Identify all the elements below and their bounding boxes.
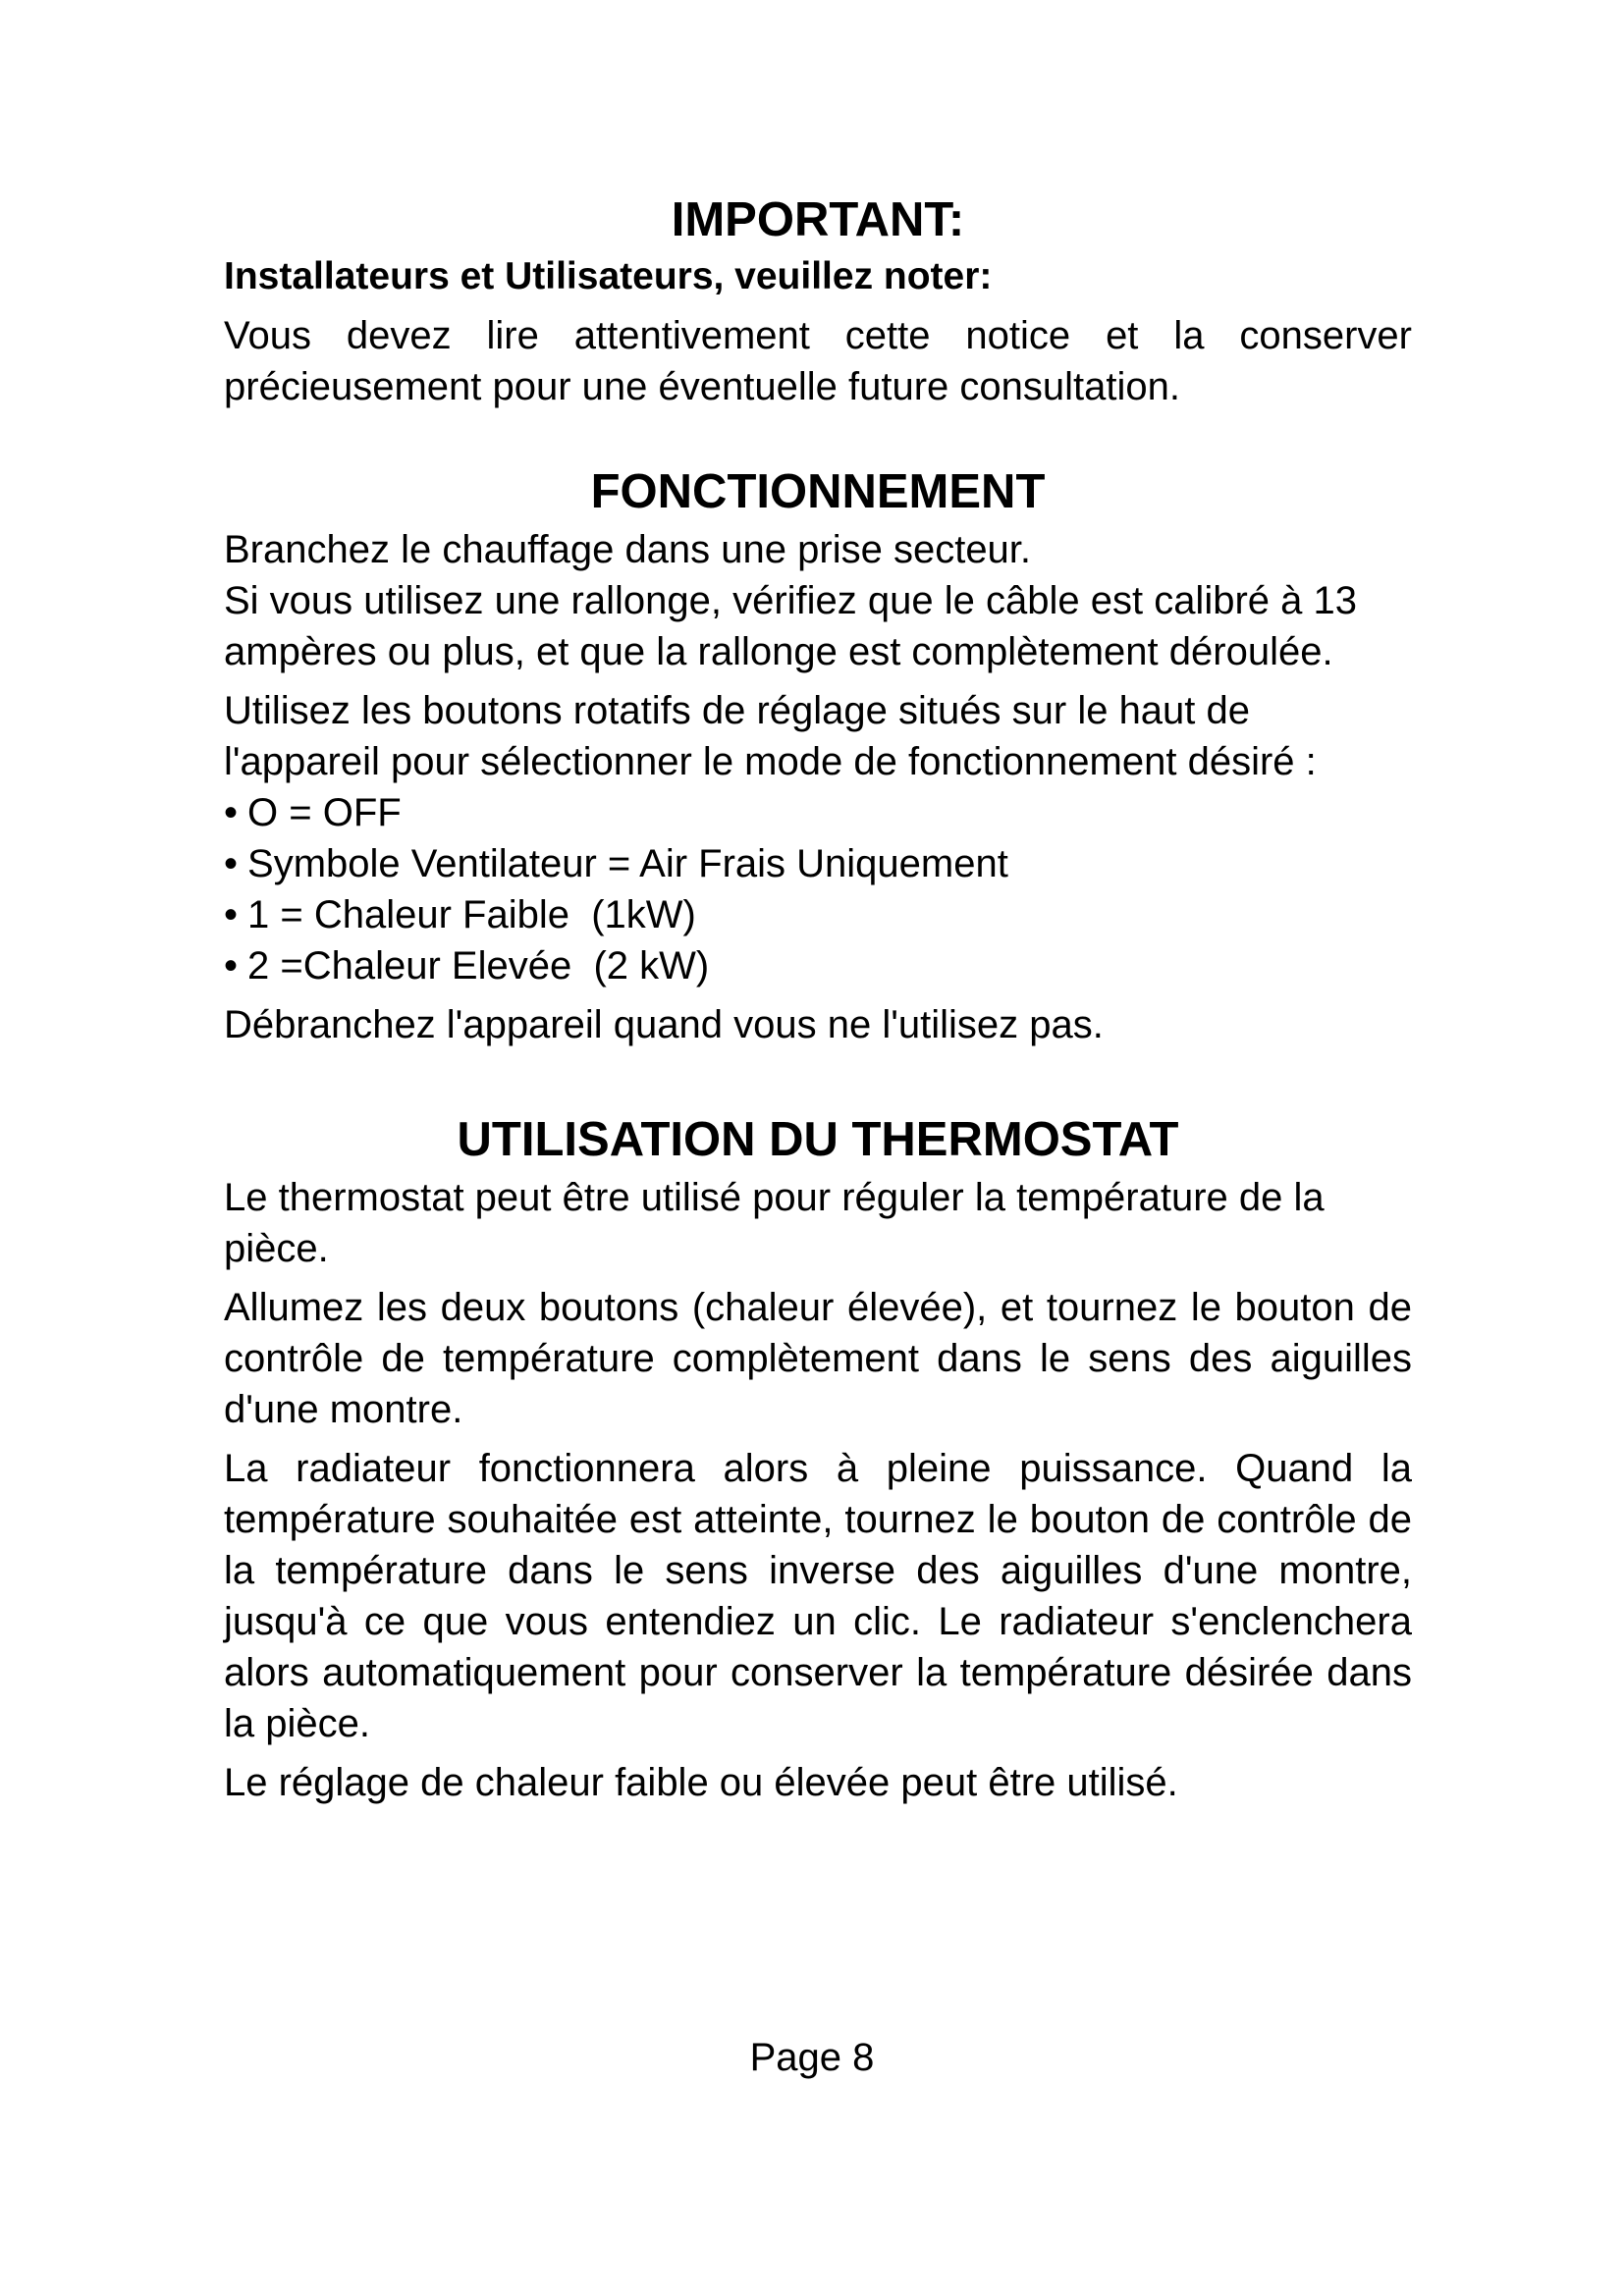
important-title: IMPORTANT: bbox=[671, 193, 965, 246]
mode-list bbox=[224, 787, 1412, 991]
important-section bbox=[224, 191, 1412, 412]
bullet-icon: • bbox=[224, 893, 239, 936]
mode-fan-label: Symbole Ventilateur = Air Frais Uniquement bbox=[247, 842, 1008, 885]
thermostat-paragraph-1: Le thermostat peut être utilisé pour réguler la température de la pièce. bbox=[224, 1176, 1325, 1270]
important-paragraph: Vous devez lire attentivement cette notice et la conserver précieusement pour une éventuelle future consultation. bbox=[224, 314, 1412, 408]
thermostat-title: UTILISATION DU THERMOSTAT bbox=[457, 1113, 1179, 1166]
mode-off-label: O = OFF bbox=[247, 791, 402, 834]
fonctionnement-paragraph-3: Débranchez l'appareil quand vous ne l'utilisez pas. bbox=[224, 1003, 1104, 1046]
fonctionnement-section bbox=[224, 463, 1412, 1050]
thermostat-paragraph-3: La radiateur fonctionnera alors à pleine puissance. Quand la température souhaitée est atteinte, tournez le bouton de contrôle de la température dans le sens inverse des aiguilles d'une montre, jusqu'à ce que vous entendiez un clic. Le radiateur s'enclenchera alors automatiquement pour conserver la température désirée dans la pièce. bbox=[224, 1447, 1412, 1745]
mode-high-heat-label: 2 =Chaleur Elevée (2 kW) bbox=[247, 944, 710, 988]
thermostat-section bbox=[224, 1111, 1412, 1808]
fonctionnement-paragraph-2: Utilisez les boutons rotatifs de réglage situés sur le haut de l'appareil pour sélectionner le mode de fonctionnement désiré : bbox=[224, 689, 1317, 783]
thermostat-paragraph-2: Allumez les deux boutons (chaleur élevée), et tournez le bouton de contrôle de température complètement dans le sens des aiguilles d'une montre. bbox=[224, 1286, 1412, 1431]
bullet-icon: • bbox=[224, 842, 239, 885]
bullet-icon: • bbox=[224, 791, 239, 834]
document-page bbox=[224, 191, 1412, 1808]
mode-low-heat-label: 1 = Chaleur Faible (1kW) bbox=[247, 893, 696, 936]
important-subtitle: Installateurs et Utilisateurs, veuillez noter: bbox=[224, 255, 993, 297]
fonctionnement-title: FONCTIONNEMENT bbox=[590, 465, 1046, 518]
mode-list-item bbox=[224, 838, 1412, 889]
mode-list-item bbox=[224, 889, 1412, 940]
fonctionnement-paragraph-1-line-2: Si vous utilisez une rallonge, vérifiez que le câble est calibré à 13 ampères ou plus, et que la rallonge est complètement déroulée. bbox=[224, 579, 1357, 673]
thermostat-paragraph-4: Le réglage de chaleur faible ou élevée peut être utilisé. bbox=[224, 1761, 1178, 1804]
page-number: Page 8 bbox=[749, 2036, 875, 2079]
mode-list-item bbox=[224, 787, 1412, 838]
fonctionnement-paragraph-1-line-1: Branchez le chauffage dans une prise secteur. bbox=[224, 528, 1032, 571]
mode-list-item bbox=[224, 940, 1412, 991]
bullet-icon: • bbox=[224, 944, 239, 988]
